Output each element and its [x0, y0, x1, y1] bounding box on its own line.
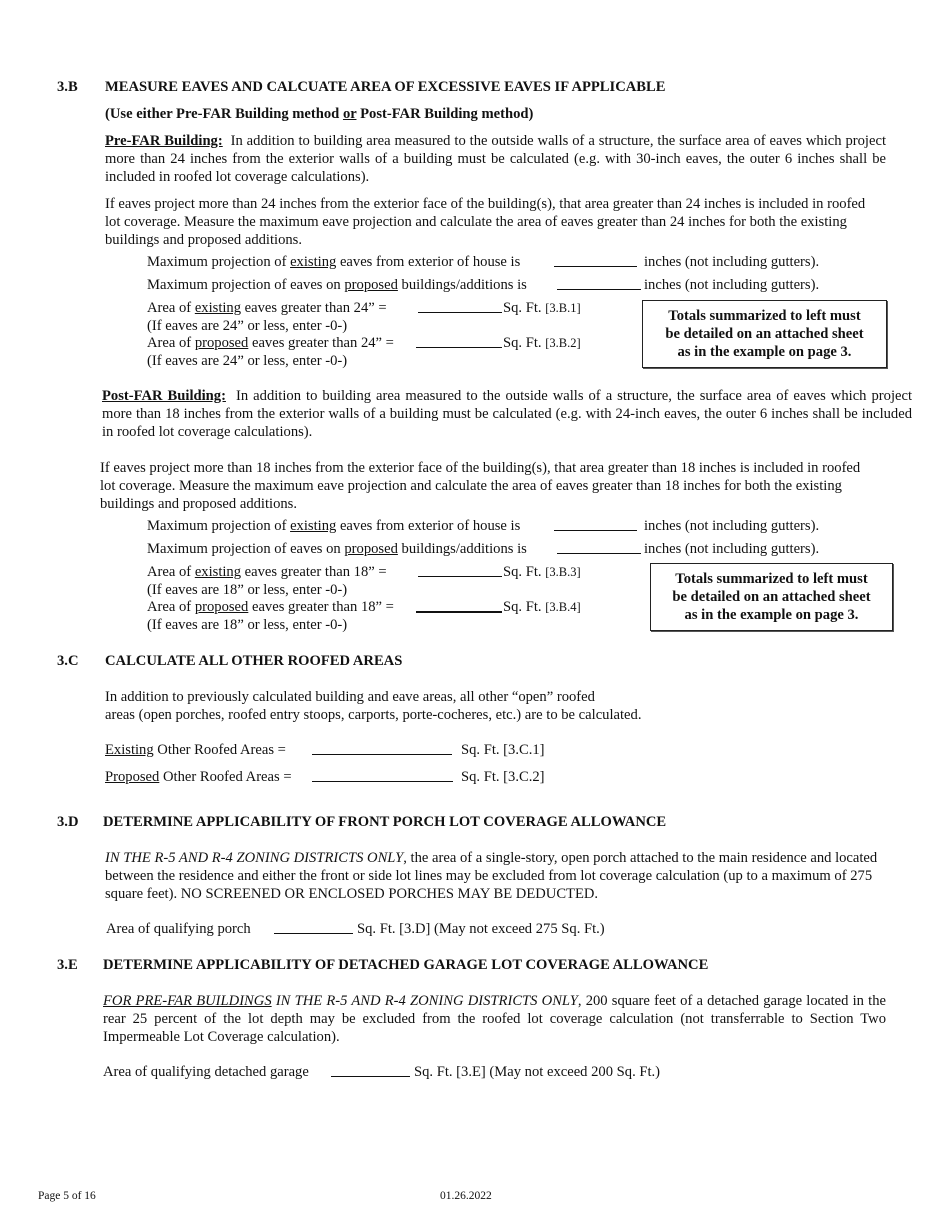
garage-area-suffix: Sq. Ft. [3.E] (May not exceed 200 Sq. Ft.): [414, 1064, 661, 1080]
post-far-max-proposed: [147, 540, 527, 558]
pre-far-totals-box: [642, 300, 887, 368]
pre-far-max-proposed-suffix: inches (not including gutters).: [644, 277, 820, 293]
label-underline: existing: [194, 300, 242, 316]
existing-other-roofed-input[interactable]: [312, 742, 452, 755]
pre-far-area-proposed: [147, 334, 394, 352]
post-far-area-existing-unit: [503, 563, 581, 581]
section-3e-number: 3.E: [57, 957, 78, 973]
section-3c-title: CALCULATE ALL OTHER ROOFED AREAS: [105, 653, 403, 669]
pre-far-max-existing-suffix: inches (not including gutters).: [644, 254, 820, 270]
label-underline: proposed: [344, 541, 398, 557]
label: Maximum projection of eaves on: [147, 277, 345, 293]
post-far-area-proposed-input[interactable]: [416, 599, 502, 613]
label: eaves from exterior of house is: [336, 518, 521, 534]
pre-far-max-existing: [147, 253, 520, 271]
post-far-max-proposed-input[interactable]: [557, 541, 641, 554]
section-3d-title: DETERMINE APPLICABILITY OF FRONT PORCH LOT COVERAGE ALLOWANCE: [103, 814, 667, 830]
post-far-area-proposed: [147, 598, 394, 616]
label: eaves greater than 24” =: [241, 300, 387, 316]
section-3b-subtitle: [105, 105, 533, 123]
label: Maximum projection of eaves on: [147, 541, 345, 557]
pre-far-paragraph-2: If eaves project more than 24 inches from the exterior face of the building(s), that area greater than 24 inches is included in roofed lot coverage. Measure the maximum eave projection and calculate the area of eaves greater than 24 inches for both the existing buildings and proposed additions.: [105, 196, 866, 248]
section-3c-number: 3.C: [57, 653, 79, 669]
page-number: Page 5 of 16: [38, 1190, 96, 1202]
post-far-paragraph-2: If eaves project more than 18 inches from the exterior face of the building(s), that area greater than 18 inches is included in roofed lot coverage. Measure the maximum eave projection and calculate the area of eaves greater than 18 inches for both the existing buildings and proposed additions.: [100, 460, 861, 512]
post-far-max-existing: [147, 517, 520, 535]
label: Area of: [147, 335, 195, 351]
ref-code: [3.B.2]: [545, 336, 581, 350]
section-3b-title: MEASURE EAVES AND CALCUATE AREA OF EXCESSIVE EAVES IF APPLICABLE: [105, 79, 666, 95]
section-3c-text-line-1: In addition to previously calculated building and eave areas, all other “open” roofed: [105, 689, 595, 705]
pre-far-max-proposed: [147, 276, 527, 294]
post-far-max-existing-suffix: inches (not including gutters).: [644, 518, 820, 534]
totals-box-line: as in the example on page 3.: [677, 344, 852, 360]
pre-far-max-existing-input[interactable]: [554, 254, 637, 267]
totals-box-line: be detailed on an attached sheet: [665, 326, 864, 342]
pre-far-area-proposed-note: (If eaves are 24” or less, enter -0-): [147, 353, 348, 369]
post-far-area-proposed-note: (If eaves are 18” or less, enter -0-): [147, 617, 348, 633]
label: Area of: [147, 564, 195, 580]
post-far-totals-box: [650, 563, 893, 631]
proposed-other-roofed-input[interactable]: [312, 769, 453, 782]
post-far-label: Post-FAR Building:: [102, 388, 226, 404]
totals-box-line: Totals summarized to left must: [668, 308, 861, 324]
post-far-area-existing: [147, 563, 387, 581]
label: eaves greater than 18” =: [241, 564, 387, 580]
section-3e-title: DETERMINE APPLICABILITY OF DETACHED GARAGE LOT COVERAGE ALLOWANCE: [103, 957, 709, 973]
label: eaves from exterior of house is: [336, 254, 521, 270]
italic-text: IN THE R-5 AND R-4 ZONING DISTRICTS ONLY: [105, 850, 404, 866]
pre-far-area-existing-note: (If eaves are 24” or less, enter -0-): [147, 318, 348, 334]
label-underline: Proposed: [105, 769, 160, 785]
unit: Sq. Ft.: [503, 599, 542, 615]
label-underline: existing: [290, 518, 337, 534]
existing-other-roofed-suffix: Sq. Ft. [3.C.1]: [461, 742, 545, 758]
label-underline: existing: [194, 564, 242, 580]
existing-other-roofed-label: [105, 741, 286, 759]
porch-area-input[interactable]: [274, 921, 353, 934]
pre-far-paragraph-1: [105, 132, 886, 186]
pre-far-max-proposed-input[interactable]: [557, 277, 641, 290]
subtitle-part: Post-FAR Building method): [356, 106, 534, 122]
label: Other Roofed Areas =: [153, 742, 286, 758]
section-3b-number: 3.B: [57, 79, 78, 95]
post-far-area-existing-note: (If eaves are 18” or less, enter -0-): [147, 582, 348, 598]
garage-area-label: Area of qualifying detached garage: [103, 1064, 309, 1080]
revision-date: 01.26.2022: [440, 1190, 492, 1202]
post-far-area-proposed-unit: [503, 598, 581, 616]
section-3e-paragraph: [103, 992, 886, 1046]
unit: Sq. Ft.: [503, 564, 542, 580]
label: buildings/additions is: [397, 277, 527, 293]
label-underline: Existing: [105, 742, 154, 758]
unit: Sq. Ft.: [503, 300, 542, 316]
ref-code: [3.B.4]: [545, 600, 581, 614]
unit: Sq. Ft.: [503, 335, 542, 351]
text: , the area of a single-story, open porch attached to the main residence and located between the residence and either the front or side lot lines may be excluded from lot coverage calculation (up to a maximum of 275 square feet). NO SCREENED OR ENCLOSED PORCHES MAY BE DEDUCTED.: [105, 850, 878, 902]
post-far-paragraph-1: [102, 387, 912, 441]
label-underline: proposed: [344, 277, 398, 293]
label: eaves greater than 18” =: [248, 599, 394, 615]
text: , 200 square feet of a detached garage located in the rear 25 percent of the lot depth may be excluded from the roofed lot coverage calculation (not transferrable to Section Two Impermeable Lot Coverage calculation).: [103, 993, 886, 1045]
label-underline: existing: [290, 254, 337, 270]
section-3d-number: 3.D: [57, 814, 79, 830]
label: Maximum projection of: [147, 518, 291, 534]
pre-far-label: Pre-FAR Building:: [105, 133, 223, 149]
label: Maximum projection of: [147, 254, 291, 270]
proposed-other-roofed-label: [105, 768, 292, 786]
subtitle-or: or: [342, 106, 357, 122]
totals-box-line: be detailed on an attached sheet: [672, 589, 871, 605]
subtitle-part: (Use either Pre-FAR Building method: [105, 106, 343, 122]
label: eaves greater than 24” =: [248, 335, 394, 351]
label: Other Roofed Areas =: [159, 769, 292, 785]
section-3c-text-line-2: areas (open porches, roofed entry stoops, carports, porte-cocheres, etc.) are to be calculated.: [105, 707, 642, 723]
garage-area-input[interactable]: [331, 1064, 410, 1077]
ref-code: [3.B.1]: [545, 301, 581, 315]
porch-area-suffix: Sq. Ft. [3.D] (May not exceed 275 Sq. Ft.): [357, 921, 605, 937]
post-far-area-existing-input[interactable]: [418, 564, 502, 577]
ref-code: [3.B.3]: [545, 565, 581, 579]
post-far-max-proposed-suffix: inches (not including gutters).: [644, 541, 820, 557]
post-far-max-existing-input[interactable]: [554, 518, 637, 531]
label-underline: proposed: [194, 599, 249, 615]
label-underline: proposed: [194, 335, 249, 351]
porch-area-label: Area of qualifying porch: [106, 921, 251, 937]
label: buildings/additions is: [397, 541, 527, 557]
pre-far-text: In addition to building area measured to the outside walls of a structure, the surface area of eaves which project more than 24 inches from the exterior walls of a building must be calculated (e.g. with 30-inch eaves, the outer 6 inches shall be included in roofed lot coverage calculations).: [105, 133, 886, 185]
post-far-text: In addition to building area measured to the outside walls of a structure, the surface area of eaves which project more than 18 inches from the exterior walls of a building must be calculated (e.g. with 24-inch eaves, the outer 6 inches shall be included in roofed lot coverage calculations).: [102, 388, 913, 440]
italic-underline-text: FOR PRE-FAR BUILDINGS: [103, 993, 272, 1009]
pre-far-area-existing-unit: [503, 299, 581, 317]
label: Area of: [147, 599, 195, 615]
pre-far-area-proposed-input[interactable]: [416, 335, 502, 348]
label: Area of: [147, 300, 195, 316]
italic-text: IN THE R-5 AND R-4 ZONING DISTRICTS ONLY: [271, 993, 578, 1009]
totals-box-line: Totals summarized to left must: [675, 571, 868, 587]
totals-box-line: as in the example on page 3.: [684, 607, 859, 623]
proposed-other-roofed-suffix: Sq. Ft. [3.C.2]: [461, 769, 545, 785]
pre-far-area-existing: [147, 299, 387, 317]
pre-far-area-proposed-unit: [503, 334, 581, 352]
section-3d-paragraph: [105, 849, 885, 903]
pre-far-area-existing-input[interactable]: [418, 300, 502, 313]
